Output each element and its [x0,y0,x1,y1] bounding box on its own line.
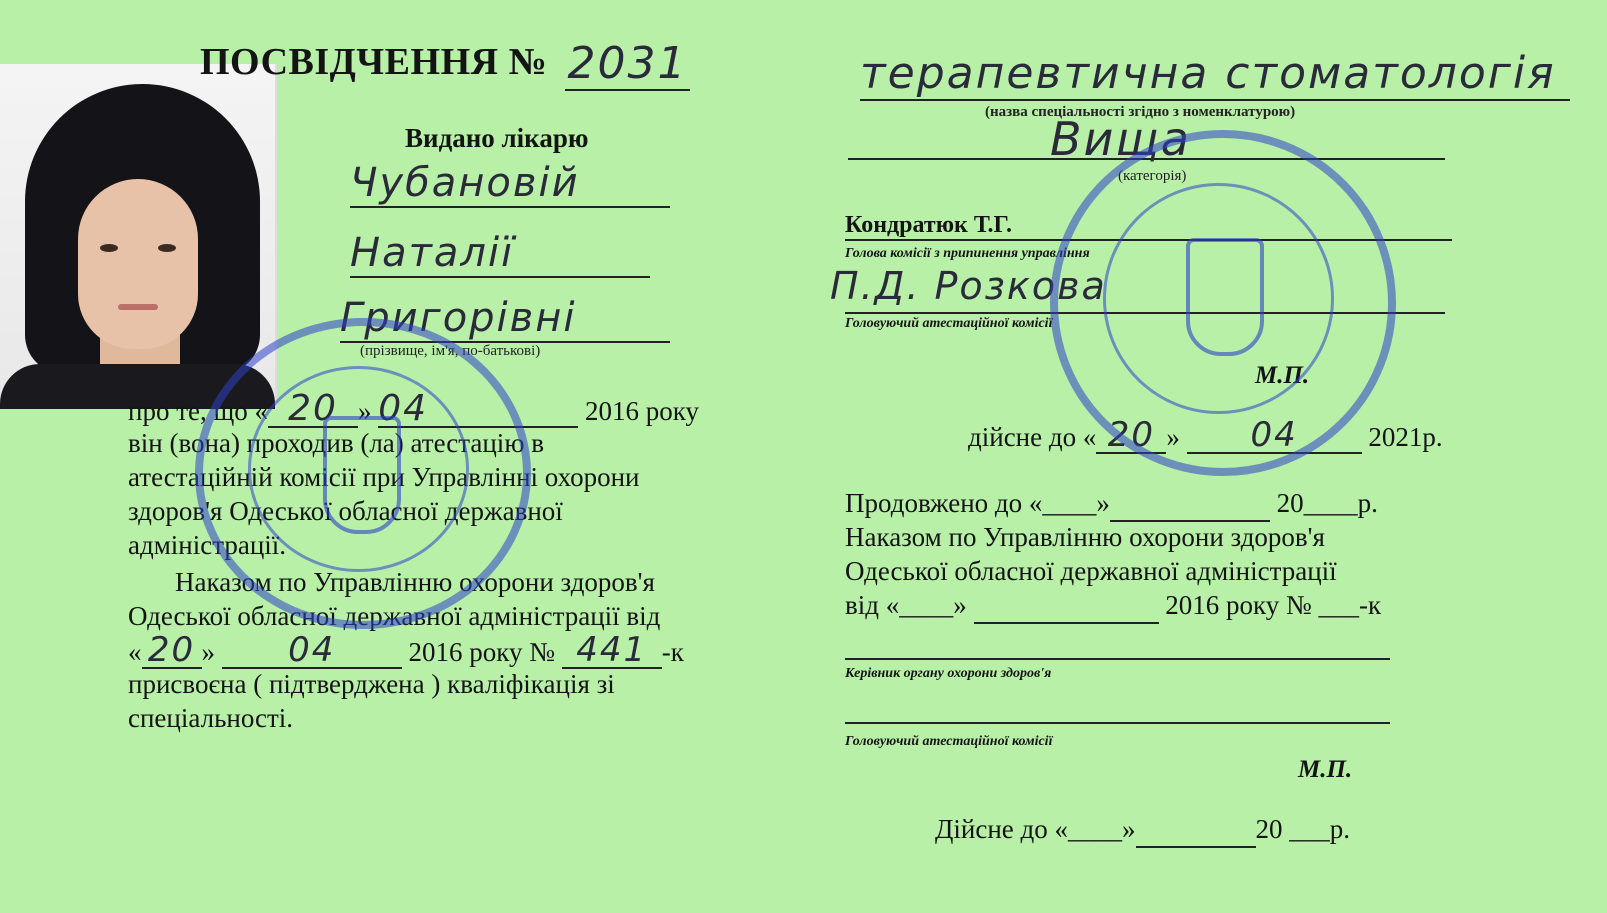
ext-l1-blank [1110,486,1270,522]
para1-line2: він (вона) проходив (ла) атестацію в [128,428,544,458]
head-role: Керівник органу охорони здоров'я [845,666,1052,681]
issued-to-label: Видано лікарю [405,123,589,153]
p1-prefix: про те, що « [128,396,269,426]
ext-l4c: ___-к [1318,590,1382,620]
valid2-b: 20 [1255,814,1283,844]
presiding-signature: П.Д. Розкова [830,264,1107,308]
presiding-role-2: Головуючий атестаційної комісії [845,734,1053,749]
para2-line1: Наказом по Управлінню охорони здоров'я [175,567,655,597]
valid-close: » [1166,422,1180,452]
photo-mouth [118,304,158,310]
p1-day: 20 [268,392,358,428]
presiding2-signature-line [845,722,1390,724]
photo-eye-left [100,244,118,252]
ext-l1a: Продовжено до «____» [845,488,1110,518]
extended-line3: Одеської обласної державної адміністрації [845,556,1337,586]
head-signature-line [845,658,1390,660]
ext-l4-blank [974,588,1159,624]
trident-emblem-icon [323,416,401,534]
title-text: ПОСВІДЧЕННЯ № [200,41,548,83]
certificate-title [200,40,547,84]
ext-l4b: 2016 року № [1165,590,1312,620]
holder-photo [0,64,277,409]
para2-line5: спеціальності. [128,703,294,733]
holder-firstname: Наталії [350,230,650,278]
valid-prefix: дійсне до « [968,422,1097,452]
p2-year: 2016 року № [408,637,555,667]
category-caption: (категорія) [1118,168,1187,184]
p2-open: « [128,637,142,667]
seal-place-mark-1: М.П. [1255,362,1310,389]
seal-place-mark-2: М.П. [1298,756,1353,783]
photo-eye-right [158,244,176,252]
specialty-caption: (назва спеціальності згідно з номенклатурою) [985,104,1296,120]
p2-order: 441 [562,633,662,669]
commission-chair-name: Кондратюк Т.Г. [845,212,1452,241]
commission-chair-role: Голова комісії з припинення управління [845,246,1090,261]
valid-until-2 [935,812,1350,848]
category-value: Вища [1050,112,1191,166]
official-stamp-left [195,318,531,629]
para1-line4: здоров'я Одеської обласної державної [128,496,563,526]
ext-l4a: від «____» [845,590,967,620]
specialty-name: терапевтична стоматологія [860,48,1570,101]
para2-line4: присвоєна ( підтверджена ) кваліфікація зі [128,669,615,699]
holder-surname: Чубановій [350,160,670,208]
official-stamp-right [1050,130,1396,476]
para2-line2: Одеської обласної державної адміністрації від [128,601,661,631]
extended-line4 [845,588,1381,624]
p2-suffix: -к [661,637,684,667]
para1-line3: атестаційній комісії при Управлінні охорони [128,462,640,492]
valid-month: 04 [1187,418,1362,454]
p1-month: 04 [378,392,578,428]
name-caption: (прізвище, ім'я, по-батькові) [360,343,541,359]
valid2-blank [1136,812,1256,848]
valid2-c: ___р. [1289,814,1351,844]
valid-year: 2021р. [1368,422,1443,452]
p2-month: 04 [222,633,402,669]
presiding-role: Головуючий атестаційної комісії [845,316,1053,331]
trident-emblem-icon [1186,238,1264,356]
extended-line2: Наказом по Управлінню охорони здоров'я [845,522,1325,552]
p1-mid: » [358,396,372,426]
photo-face [78,179,198,349]
valid-day: 20 [1096,418,1166,454]
valid2-a: Дійсне до «____» [935,814,1136,844]
p1-year: 2016 року [585,396,700,426]
para2-line3 [128,630,684,670]
para1-line5: адміністрації. [128,530,287,560]
p2-close: » [201,637,215,667]
certificate-number: 2031 [565,38,690,91]
holder-patronymic: Григорівні [340,295,670,343]
ext-l1b: 20____р. [1276,488,1378,518]
extended-line1 [845,486,1378,522]
p2-day: 20 [142,633,202,669]
